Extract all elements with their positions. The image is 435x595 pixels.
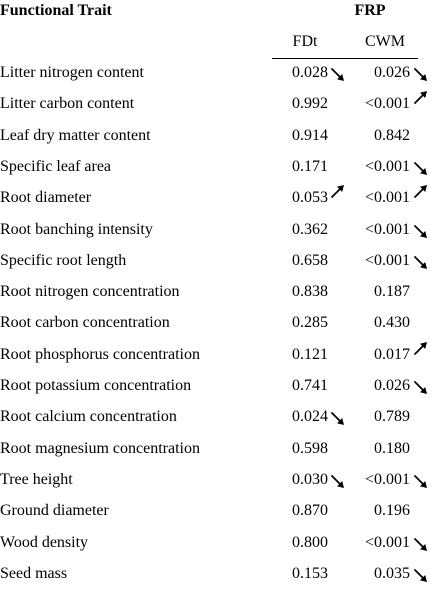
fdt-value: 0.741 xyxy=(292,377,328,394)
cwm-value: 0.180 xyxy=(374,440,410,457)
fdt-value: 0.285 xyxy=(292,314,328,331)
arrow-up-right-icon xyxy=(330,183,346,199)
fdt-value: 0.992 xyxy=(292,95,328,112)
fdt-value: 0.030 xyxy=(292,471,328,488)
table-row xyxy=(0,345,435,376)
header-cwm: CWM xyxy=(365,33,405,50)
trait-name: Leaf dry matter content xyxy=(0,127,151,144)
arrow-down-right-icon xyxy=(330,410,346,426)
arrow-up-right-icon xyxy=(413,340,429,356)
table-row xyxy=(0,407,435,438)
cwm-value: 0.187 xyxy=(374,283,410,300)
cwm-value: 0.035 xyxy=(374,565,410,582)
table-row xyxy=(0,220,435,251)
trait-name: Root magnesium concentration xyxy=(0,440,200,457)
arrow-down-right-icon xyxy=(413,223,429,239)
table-row xyxy=(0,157,435,188)
trait-name: Litter nitrogen content xyxy=(0,64,144,81)
fdt-value: 0.171 xyxy=(292,158,328,175)
arrow-down-right-icon xyxy=(413,160,429,176)
table-row xyxy=(0,564,435,595)
table-row xyxy=(0,313,435,344)
arrow-down-right-icon xyxy=(330,473,346,489)
header-frp: FRP xyxy=(354,2,386,19)
arrow-down-right-icon xyxy=(413,254,429,270)
trait-name: Wood density xyxy=(0,534,89,551)
header-functional-trait: Functional Trait xyxy=(0,2,112,19)
cwm-value: <0.001 xyxy=(364,95,410,112)
fdt-value: 0.658 xyxy=(292,252,328,269)
cwm-value: <0.001 xyxy=(364,189,410,206)
trait-name: Root diameter xyxy=(0,189,92,206)
table-row xyxy=(0,251,435,282)
cwm-value: <0.001 xyxy=(364,252,410,269)
fdt-value: 0.028 xyxy=(292,64,328,81)
table-row xyxy=(0,94,435,125)
cwm-value: <0.001 xyxy=(364,221,410,238)
table-row xyxy=(0,282,435,313)
trait-name: Root calcium concentration xyxy=(0,408,177,425)
trait-name: Litter carbon content xyxy=(0,95,135,112)
header-rule xyxy=(272,58,418,59)
table-row xyxy=(0,533,435,564)
header-fdt: FDt xyxy=(292,33,318,50)
arrow-down-right-icon xyxy=(330,66,346,82)
fdt-value: 0.838 xyxy=(292,283,328,300)
fdt-value: 0.053 xyxy=(292,189,328,206)
fdt-value: 0.870 xyxy=(292,502,328,519)
arrow-down-right-icon xyxy=(413,536,429,552)
cwm-value: 0.789 xyxy=(374,408,410,425)
trait-name: Root carbon concentration xyxy=(0,314,170,331)
table-row xyxy=(0,470,435,501)
arrow-down-right-icon xyxy=(413,567,429,583)
cwm-value: 0.196 xyxy=(374,502,410,519)
fdt-value: 0.121 xyxy=(292,346,328,363)
trait-name: Root nitrogen concentration xyxy=(0,283,180,300)
cwm-value: 0.017 xyxy=(374,346,410,363)
trait-name: Specific root length xyxy=(0,252,127,269)
table-row xyxy=(0,126,435,157)
table-row xyxy=(0,501,435,532)
trait-name: Root potassium concentration xyxy=(0,377,192,394)
fdt-value: 0.800 xyxy=(292,534,328,551)
cwm-value: 0.026 xyxy=(374,377,410,394)
fdt-value: 0.914 xyxy=(292,127,328,144)
trait-name: Ground diameter xyxy=(0,502,109,519)
arrow-down-right-icon xyxy=(413,379,429,395)
cwm-value: <0.001 xyxy=(364,534,410,551)
fdt-value: 0.153 xyxy=(292,565,328,582)
cwm-value: 0.842 xyxy=(374,127,410,144)
trait-name: Root banching intensity xyxy=(0,221,153,238)
cwm-value: 0.430 xyxy=(374,314,410,331)
cwm-value: 0.026 xyxy=(374,64,410,81)
trait-name: Seed mass xyxy=(0,565,68,582)
table-row xyxy=(0,63,435,94)
trait-name: Tree height xyxy=(0,471,73,488)
fdt-value: 0.598 xyxy=(292,440,328,457)
arrow-up-right-icon xyxy=(413,183,429,199)
cwm-value: <0.001 xyxy=(364,471,410,488)
table-row xyxy=(0,376,435,407)
arrow-down-right-icon xyxy=(413,473,429,489)
cwm-value: <0.001 xyxy=(364,158,410,175)
arrow-up-right-icon xyxy=(413,89,429,105)
arrow-down-right-icon xyxy=(413,66,429,82)
trait-name: Root phosphorus concentration xyxy=(0,346,200,363)
table-row xyxy=(0,439,435,470)
fdt-value: 0.362 xyxy=(292,221,328,238)
fdt-value: 0.024 xyxy=(292,408,328,425)
trait-name: Specific leaf area xyxy=(0,158,112,175)
table-row xyxy=(0,188,435,219)
